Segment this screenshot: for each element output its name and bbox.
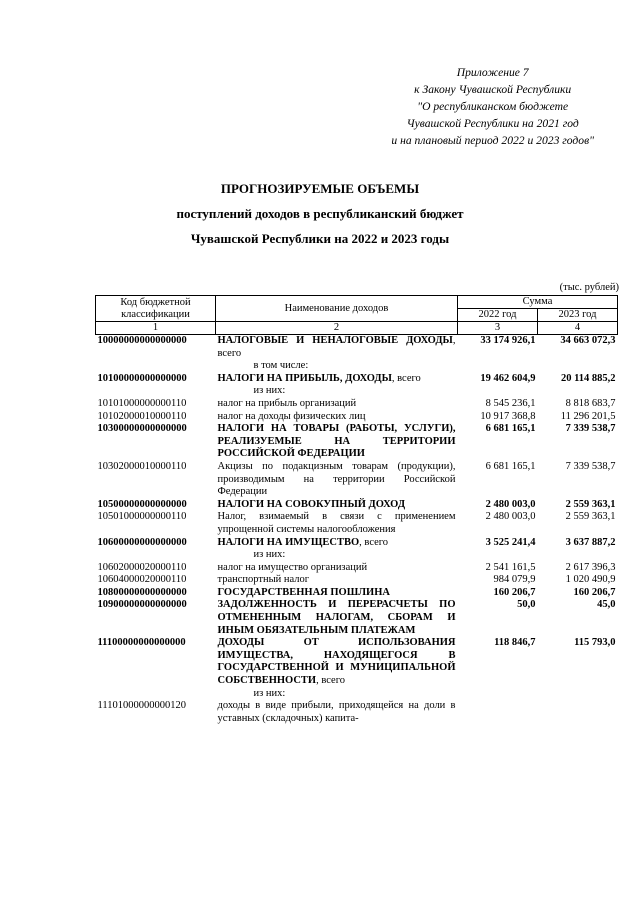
income-name: налог на имущество организаций bbox=[217, 561, 368, 573]
units-label: (тыс. рублей) bbox=[559, 282, 619, 293]
budget-code: 11101000000000120 bbox=[97, 700, 186, 712]
income-name: Налог, взимаемый в связи с применением упрощенной системы налогообложения bbox=[217, 511, 456, 535]
table-row bbox=[96, 499, 618, 512]
amount-2022: 2 480 003,0 bbox=[485, 498, 536, 510]
income-name: налог на прибыль организаций bbox=[217, 397, 357, 409]
table-row bbox=[96, 599, 618, 637]
income-name-cell bbox=[216, 461, 458, 499]
appendix-line: Чувашской Республики на 2021 год bbox=[406, 117, 579, 130]
amount-2022: 118 846,7 bbox=[494, 637, 536, 649]
table-row bbox=[96, 461, 618, 499]
income-name-suffix: , всего bbox=[217, 335, 456, 359]
header-2023: 2023 год bbox=[538, 309, 618, 322]
income-name: НАЛОГИ НА ТОВАРЫ (РАБОТЫ, УСЛУГИ), РЕАЛИЗУЕМЫЕ НА ТЕРРИТОРИИ РОССИЙСКОЙ ФЕДЕРАЦИИ bbox=[217, 423, 456, 460]
budget-code: 11100000000000000 bbox=[97, 637, 186, 649]
document-title bbox=[0, 176, 640, 251]
title-line: поступлений доходов в республиканский бюджет bbox=[176, 206, 464, 221]
budget-code: 10501000000000110 bbox=[97, 511, 187, 523]
amount-2023: 45,0 bbox=[597, 599, 616, 611]
income-subheading: из них: bbox=[253, 687, 286, 699]
amount-2022: 8 545 236,1 bbox=[485, 397, 536, 409]
income-name-cell bbox=[216, 537, 458, 562]
appendix-line: к Закону Чувашской Республики bbox=[414, 83, 572, 96]
appendix-block bbox=[391, 64, 594, 149]
amount-2022 bbox=[458, 700, 538, 725]
amount-2022: 160 206,7 bbox=[493, 586, 536, 598]
header-code: Код бюджетной классификации bbox=[96, 296, 216, 322]
table-row bbox=[96, 411, 618, 424]
table-row bbox=[96, 637, 618, 700]
income-name-cell bbox=[216, 335, 458, 373]
header-col-number: 1 bbox=[96, 322, 216, 335]
income-name: НАЛОГИ НА СОВОКУПНЫЙ ДОХОД bbox=[217, 498, 406, 510]
income-name: доходы в виде прибыли, приходящейся на доли в уставных (складочных) капита- bbox=[217, 700, 456, 724]
income-name-cell bbox=[216, 411, 458, 424]
income-table bbox=[95, 295, 618, 725]
income-name-cell bbox=[216, 562, 458, 575]
income-subheading: в том числе: bbox=[253, 360, 309, 372]
income-name: ДОХОДЫ ОТ ИСПОЛЬЗОВАНИЯ ИМУЩЕСТВА, НАХОДЯЩЕГОСЯ В ГОСУДАРСТВЕННОЙ И МУНИЦИПАЛЬНОЙ СОБСТВЕННОСТИ bbox=[217, 637, 456, 687]
income-name-suffix: , всего bbox=[316, 675, 345, 687]
income-subheading: из них: bbox=[253, 549, 286, 561]
budget-code: 10800000000000000 bbox=[97, 586, 187, 598]
amount-2023: 7 339 538,7 bbox=[565, 423, 616, 435]
income-name-cell bbox=[216, 373, 458, 398]
income-name-suffix: , всего bbox=[391, 372, 421, 384]
budget-code: 10302000010000110 bbox=[97, 460, 187, 472]
income-name-cell bbox=[216, 499, 458, 512]
amount-2022: 2 480 003,0 bbox=[485, 511, 536, 523]
amount-2023: 20 114 885,2 bbox=[560, 372, 616, 384]
income-subheading: из них: bbox=[253, 385, 286, 397]
income-name-cell bbox=[216, 423, 458, 461]
income-name: ГОСУДАРСТВЕННАЯ ПОШЛИНА bbox=[217, 586, 390, 598]
income-name-cell bbox=[216, 700, 458, 725]
amount-2022: 3 525 241,4 bbox=[485, 536, 536, 548]
amount-2023: 115 793,0 bbox=[574, 637, 616, 649]
header-2022: 2022 год bbox=[458, 309, 538, 322]
header-sum: Сумма bbox=[458, 296, 618, 309]
table-row bbox=[96, 511, 618, 536]
amount-2022: 33 174 926,1 bbox=[480, 335, 536, 346]
budget-code: 10900000000000000 bbox=[97, 599, 187, 611]
amount-2023: 8 818 683,7 bbox=[565, 397, 616, 409]
table-row bbox=[96, 587, 618, 600]
table-row bbox=[96, 373, 618, 398]
amount-2022: 10 917 368,8 bbox=[480, 410, 536, 422]
amount-2022: 50,0 bbox=[517, 599, 536, 611]
amount-2023: 2 559 363,1 bbox=[565, 498, 616, 510]
table-row bbox=[96, 574, 618, 587]
title-line: ПРОГНОЗИРУЕМЫЕ ОБЪЕМЫ bbox=[220, 181, 420, 196]
amount-2023 bbox=[538, 700, 618, 725]
income-name: НАЛОГИ НА ПРИБЫЛЬ, ДОХОДЫ bbox=[217, 372, 392, 384]
amount-2022: 984 079,9 bbox=[493, 574, 536, 586]
income-name: НАЛОГОВЫЕ И НЕНАЛОГОВЫЕ ДОХОДЫ bbox=[217, 335, 453, 346]
budget-code: 10602000020000110 bbox=[97, 561, 187, 573]
budget-code: 10100000000000000 bbox=[97, 372, 187, 384]
table-row bbox=[96, 398, 618, 411]
amount-2023: 34 663 072,3 bbox=[560, 335, 616, 346]
title-line: Чувашской Республики на 2022 и 2023 годы bbox=[190, 231, 450, 246]
amount-2023: 160 206,7 bbox=[573, 586, 616, 598]
amount-2022: 6 681 165,1 bbox=[485, 460, 536, 472]
income-name: ЗАДОЛЖЕННОСТЬ И ПЕРЕРАСЧЕТЫ ПО ОТМЕНЕННЫМ НАЛОГАМ, СБОРАМ И ИНЫМ ОБЯЗАТЕЛЬНЫМ ПЛАТЕЖАМ bbox=[217, 599, 456, 636]
income-name-cell bbox=[216, 511, 458, 536]
budget-code: 10101000000000110 bbox=[97, 397, 187, 409]
income-name-cell bbox=[216, 637, 458, 700]
budget-code: 10604000020000110 bbox=[97, 574, 187, 586]
amount-2023: 7 339 538,7 bbox=[565, 460, 616, 472]
appendix-line: "О республиканском бюджете bbox=[417, 100, 569, 113]
income-name-cell bbox=[216, 574, 458, 587]
amount-2023: 2 617 396,3 bbox=[565, 561, 616, 573]
budget-code: 10500000000000000 bbox=[97, 498, 187, 510]
header-col-number: 2 bbox=[216, 322, 458, 335]
amount-2022: 6 681 165,1 bbox=[485, 423, 536, 435]
table-row bbox=[96, 562, 618, 575]
income-name-cell bbox=[216, 398, 458, 411]
appendix-line: Приложение 7 bbox=[456, 66, 529, 79]
income-name: НАЛОГИ НА ИМУЩЕСТВО bbox=[217, 536, 360, 548]
table-row bbox=[96, 423, 618, 461]
header-col-number: 4 bbox=[538, 322, 618, 335]
budget-code: 10000000000000000 bbox=[97, 335, 187, 346]
income-name: транспортный налог bbox=[217, 574, 310, 586]
budget-code: 10600000000000000 bbox=[97, 536, 187, 548]
amount-2022: 19 462 604,9 bbox=[480, 372, 536, 384]
table-row bbox=[96, 335, 618, 373]
amount-2022: 2 541 161,5 bbox=[485, 561, 536, 573]
income-name: Акцизы по подакцизным товарам (продукции), производимым на территории Российской Федерации bbox=[217, 460, 456, 498]
budget-code: 10300000000000000 bbox=[97, 423, 187, 435]
header-name: Наименование доходов bbox=[216, 296, 458, 322]
header-col-number: 3 bbox=[458, 322, 538, 335]
amount-2023: 2 559 363,1 bbox=[565, 511, 616, 523]
amount-2023: 1 020 490,9 bbox=[565, 574, 616, 586]
table-row bbox=[96, 537, 618, 562]
appendix-line: и на плановый период 2022 и 2023 годов" bbox=[391, 134, 594, 147]
income-name-cell bbox=[216, 599, 458, 637]
budget-code: 10102000010000110 bbox=[97, 410, 187, 422]
income-name: налог на доходы физических лиц bbox=[217, 410, 366, 422]
amount-2023: 3 637 887,2 bbox=[565, 536, 616, 548]
income-name-cell bbox=[216, 587, 458, 600]
income-name-suffix: , всего bbox=[359, 536, 389, 548]
table-row bbox=[96, 700, 618, 725]
amount-2023: 11 296 201,5 bbox=[560, 410, 616, 422]
